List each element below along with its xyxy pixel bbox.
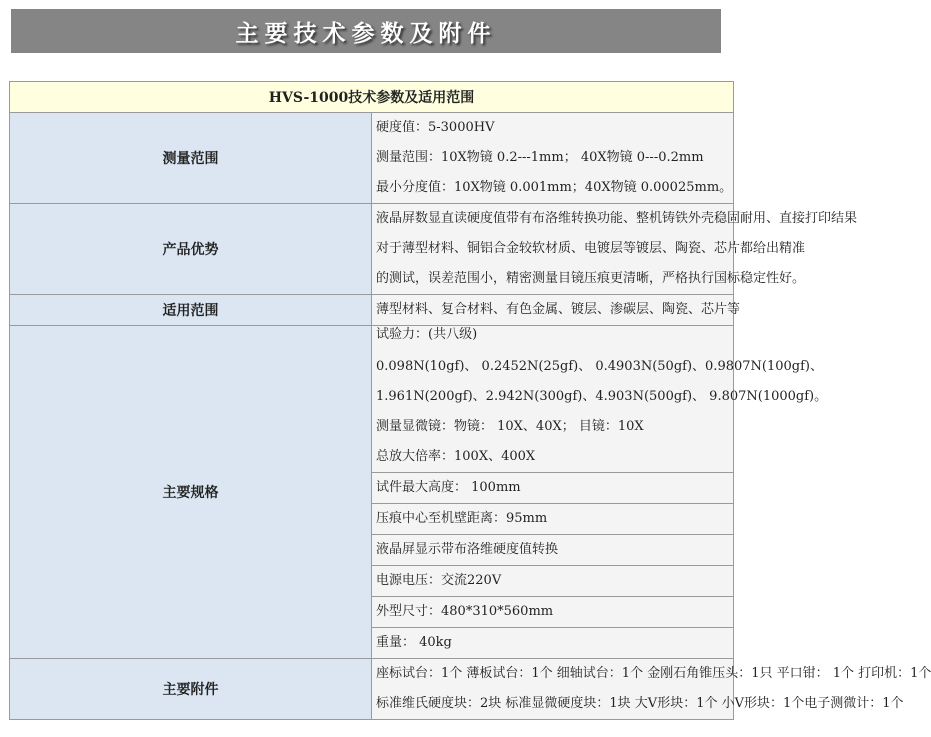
spec-line: 0.098N(10gf)、 0.2452N(25gf)、 0.4903N(50gf)、0.9807N(100gf)、 — [376, 359, 823, 374]
section-content — [372, 659, 931, 720]
category-label: 主要附件 — [10, 659, 372, 720]
spec-line: 1.961N(200gf)、2.942N(300gf)、4.903N(500gf)、 9.807N(1000gf)。 — [376, 389, 828, 404]
category-label: 适用范围 — [10, 295, 372, 326]
section-content — [372, 204, 858, 295]
spec-line: 最小分度值：10X物镜 0.001mm；40X物镜 0.00025mm。 — [376, 180, 733, 195]
spec-line: 硬度值：5-3000HV — [376, 120, 495, 135]
title-banner — [11, 9, 721, 53]
section-content — [372, 113, 734, 204]
section-content — [372, 535, 734, 566]
table-header-row — [10, 82, 734, 113]
spec-table — [9, 81, 931, 720]
section-content — [372, 473, 734, 504]
section-measurement-range — [10, 113, 734, 204]
section-content — [372, 628, 734, 659]
category-label: 产品优势 — [10, 204, 372, 295]
spec-line: 试件最大高度： 100mm — [376, 480, 521, 495]
spec-line: 座标试台：1个 薄板试台：1个 细轴试台：1个 金刚石角锥压头：1只 平口钳： 1个 打印机：1个 — [376, 666, 931, 681]
section-product-advantages — [10, 204, 734, 295]
category-label: 主要规格 — [10, 326, 372, 659]
spec-line: 试验力：(共八级) — [376, 327, 478, 342]
spec-line: 电源电压：交流220V — [376, 573, 502, 588]
page-title: 主要技术参数及附件 — [235, 19, 497, 47]
spec-line: 对于薄型材料、铜铝合金较软材质、电镀层等镀层、陶瓷、芯片都给出精准 — [376, 241, 806, 256]
spec-line: 标准维氏硬度块：2块 标准显微硬度块：1块 大V形块：1个 小V形块：1个电子测微计：1个 — [376, 696, 904, 711]
spec-line: 测量范围：10X物镜 0.2---1mm； 40X物镜 0---0.2mm — [376, 150, 704, 165]
section-content — [372, 566, 734, 597]
section-content — [372, 295, 741, 326]
spec-line: 外型尺寸：480*310*560mm — [376, 604, 554, 619]
section-content — [372, 504, 734, 535]
spec-line: 测量显微镜：物镜： 10X、40X； 目镜：10X — [376, 419, 644, 434]
spec-line: 压痕中心至机壁距离：95mm — [376, 511, 548, 526]
section-content — [372, 326, 828, 473]
spec-line: 薄型材料、复合材料、有色金属、镀层、渗碳层、陶瓷、芯片等 — [376, 302, 741, 317]
spec-line: 总放大倍率：100X、400X — [376, 449, 536, 464]
section-main-specs — [10, 326, 734, 473]
section-main-accessories — [10, 659, 734, 720]
spec-line: 的测试，误差范围小，精密测量目镜压痕更清晰，严格执行国标稳定性好。 — [376, 271, 806, 286]
table-header: HVS-1000技术参数及适用范围 — [10, 82, 734, 113]
section-content — [372, 597, 734, 628]
spec-line: 重量： 40kg — [376, 635, 452, 650]
spec-line: 液晶屏数显直读硬度值带有布洛维转换功能、整机铸铁外壳稳固耐用、直接打印结果 — [376, 211, 858, 226]
category-label: 测量范围 — [10, 113, 372, 204]
spec-line: 液晶屏显示带布洛维硬度值转换 — [376, 542, 559, 557]
section-application-scope — [10, 295, 734, 326]
